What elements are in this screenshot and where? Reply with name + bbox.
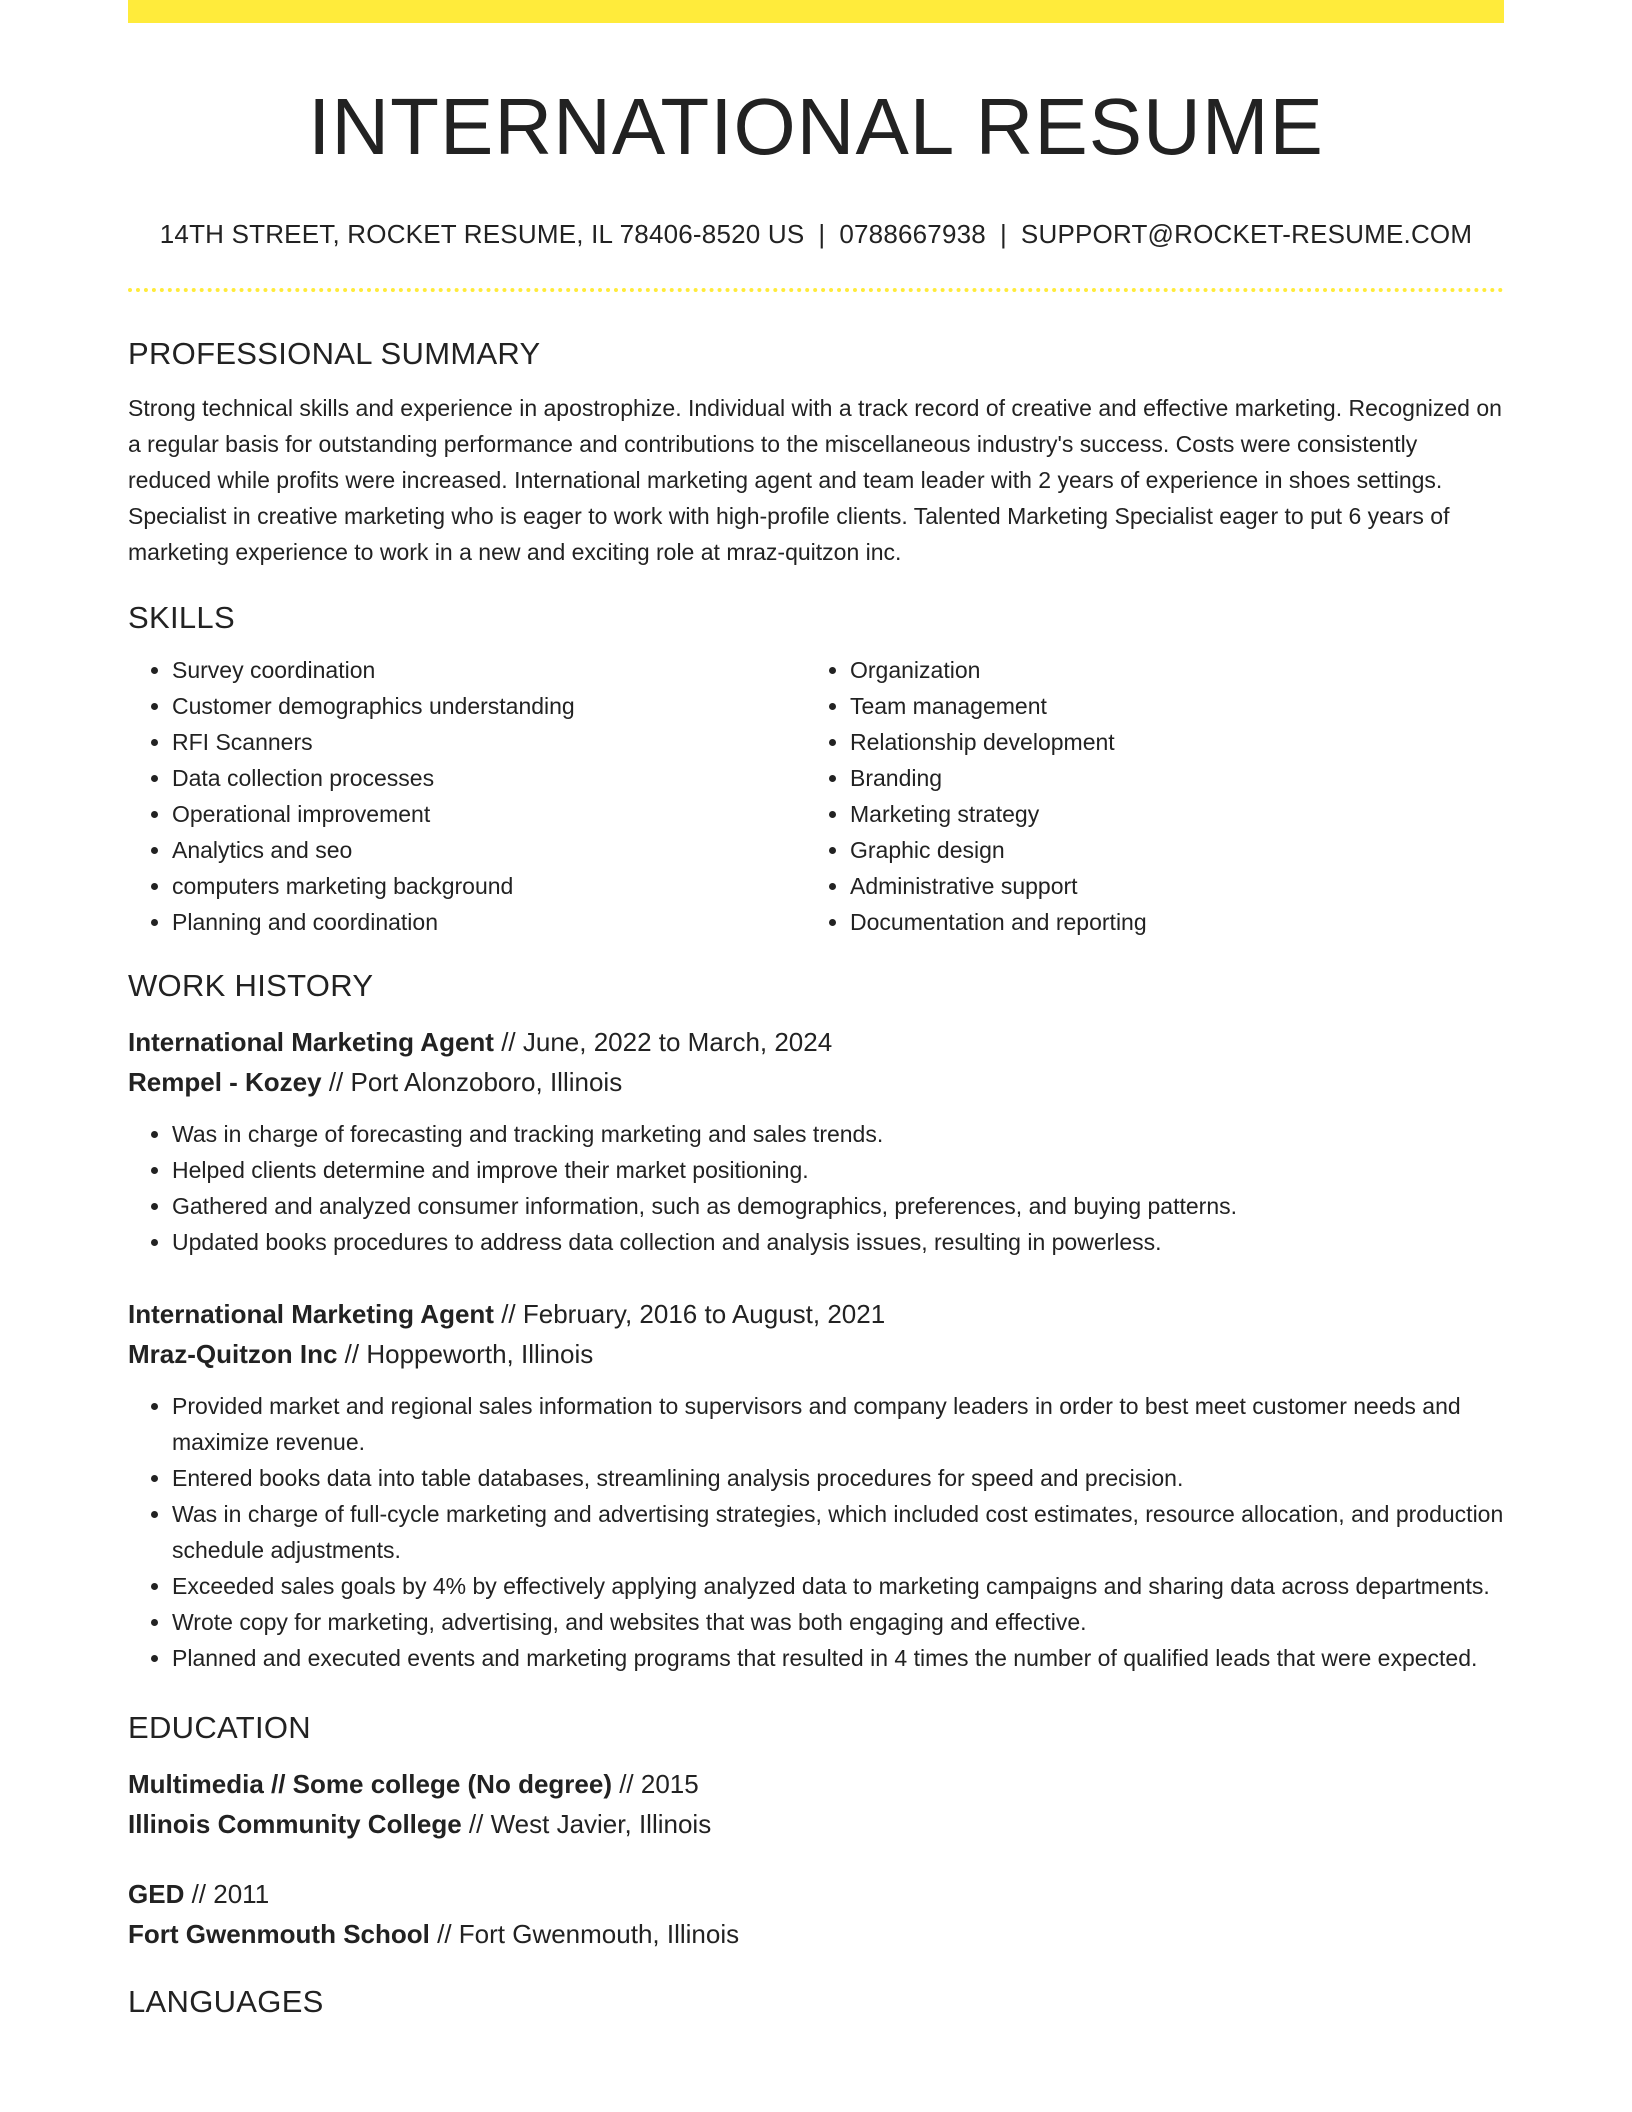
skill-item: • Administrative support [850,868,1484,904]
education-location: // Fort Gwenmouth, Illinois [429,1919,740,1949]
work-history-heading: WORK HISTORY [128,968,374,1003]
skill-item: • Marketing strategy [850,796,1484,832]
skill-item: • Graphic design [850,832,1484,868]
skill-item: • RFI Scanners [172,724,806,760]
job-bullets [128,1388,1504,1676]
skill-item: • Documentation and reporting [850,904,1484,940]
job-title-line [128,1022,1504,1062]
skill-item: • Branding [850,760,1484,796]
summary-heading: PROFESSIONAL SUMMARY [128,336,541,371]
education-degree: Multimedia // Some college (No degree) [128,1769,612,1799]
accent-top-bar [128,0,1504,23]
education-entry [128,1764,1504,1844]
education-degree: GED [128,1879,185,1909]
education-degree-line [128,1764,1504,1804]
job-bullets [128,1116,1504,1260]
contact-phone: 0788667938 [839,219,986,249]
job-company-line [128,1062,1504,1102]
skill-item: • Organization [850,652,1484,688]
job-location: // Hoppeworth, Illinois [337,1339,594,1369]
resume-title: INTERNATIONAL RESUME [308,82,1324,171]
skill-item: • Operational improvement [172,796,806,832]
skills-list [128,652,1504,940]
job-location: // Port Alonzoboro, Illinois [321,1067,623,1097]
job-bullet: • Gathered and analyzed consumer information, such as demographics, preferences, and buying patterns. [172,1188,1504,1224]
skill-item: • Analytics and seo [172,832,806,868]
job-company-line [128,1334,1504,1374]
job-entry [128,1294,1504,1676]
skill-item: • Data collection processes [172,760,806,796]
education-school: Illinois Community College [128,1809,462,1839]
education-school-line [128,1804,1504,1844]
job-entry [128,1022,1504,1260]
job-bullet: • Helped clients determine and improve their market positioning. [172,1152,1504,1188]
job-bullet: • Was in charge of full-cycle marketing and advertising strategies, which included cost estimates, resource allocation, and production schedule adjustments. [172,1496,1504,1568]
contact-line [128,219,1504,250]
job-title: International Marketing Agent [128,1299,494,1329]
education-year: // 2011 [184,1879,270,1909]
resume-page [128,0,1504,2020]
contact-separator: | [999,219,1007,249]
skill-item: • computers marketing background [172,868,806,904]
contact-separator: | [818,219,826,249]
education-degree-line [128,1874,1504,1914]
summary-text: Strong technical skills and experience in apostrophize. Individual with a track record of creative and effective marketing. Recognized on a regular basis for outstanding performance and contributions to the miscellaneous industry's success. Costs were consistently reduced while profits were increased. International marketing agent and team leader with 2 years of experience in shoes settings. Specialist in creative marketing who is eager to work with high-profile clients. Talented Marketing Specialist eager to put 6 years of marketing experience to work in a new and exciting role at mraz-quitzon inc. [128,395,1502,565]
job-title-line [128,1294,1504,1334]
job-bullet: • Planned and executed events and marketing programs that resulted in 4 times the number of qualified leads that were expected. [172,1640,1504,1676]
job-company: Rempel - Kozey [128,1067,322,1097]
dotted-divider [128,288,1504,292]
job-bullet: • Updated books procedures to address data collection and analysis issues, resulting in powerless. [172,1224,1504,1260]
job-bullet: • Entered books data into table databases, streamlining analysis procedures for speed and precision. [172,1460,1504,1496]
skills-heading: SKILLS [128,600,235,635]
job-company: Mraz-Quitzon Inc [128,1339,338,1369]
skill-item: • Survey coordination [172,652,806,688]
education-heading: EDUCATION [128,1710,311,1745]
skill-item: • Planning and coordination [172,904,806,940]
job-bullet: • Wrote copy for marketing, advertising, and websites that was both engaging and effective. [172,1604,1504,1640]
languages-heading: LANGUAGES [128,1984,324,2019]
job-bullet: • Exceeded sales goals by 4% by effectively applying analyzed data to marketing campaigns and sharing data across departments. [172,1568,1504,1604]
job-bullet: • Was in charge of forecasting and tracking marketing and sales trends. [172,1116,1504,1152]
job-title: International Marketing Agent [128,1027,494,1057]
skill-item: • Customer demographics understanding [172,688,806,724]
skills-column-right [806,652,1484,940]
skills-column-left [128,652,806,940]
education-school: Fort Gwenmouth School [128,1919,430,1949]
education-school-line [128,1914,1504,1954]
skill-item: • Team management [850,688,1484,724]
job-dates: // February, 2016 to August, 2021 [493,1299,886,1329]
contact-email: SUPPORT@ROCKET-RESUME.COM [1020,219,1473,249]
skill-item: • Relationship development [850,724,1484,760]
job-bullet: • Provided market and regional sales information to supervisors and company leaders in order to best meet customer needs and maximize revenue. [172,1388,1504,1460]
contact-address: 14TH STREET, ROCKET RESUME, IL 78406-8520 US [159,219,805,249]
education-year: // 2015 [611,1769,699,1799]
education-location: // West Javier, Illinois [461,1809,712,1839]
job-dates: // June, 2022 to March, 2024 [493,1027,833,1057]
education-entry [128,1874,1504,1954]
